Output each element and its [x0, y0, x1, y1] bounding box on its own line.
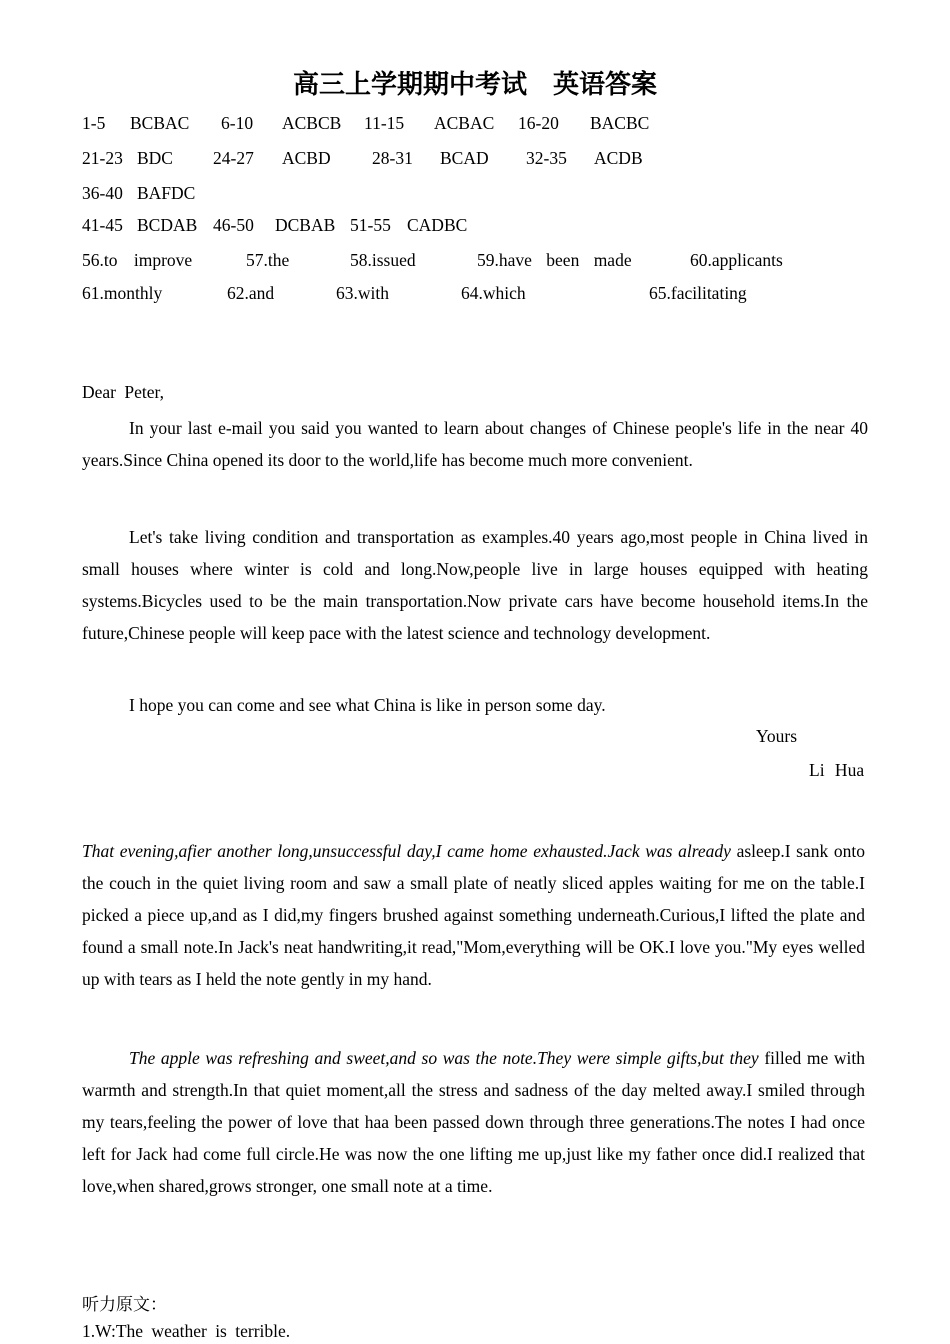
continuation-paragraph-1 — [82, 835, 865, 995]
fill-answer: 65.facilitating — [649, 283, 747, 303]
answer-range: 28-31 — [372, 148, 413, 168]
listening-heading: 听力原文： — [82, 1295, 167, 1315]
letter-salutation: Dear Peter, — [82, 382, 165, 402]
page-title-part2: 英语答案 — [553, 70, 658, 100]
continuation-opening-sentence: That evening,afier another long,unsuccessful day,I came home exhausted.Jack was already — [82, 841, 731, 861]
letter-paragraph-1: In your last e-mail you said you wanted to learn about changes of Chinese people's life in the near 40 years.Since China opened its door to the world,life has become much more convenient. — [82, 418, 868, 470]
answer-key: BACBC — [590, 113, 650, 133]
answer-key: ACBCB — [282, 113, 342, 133]
answer-range: 32-35 — [526, 148, 567, 168]
fill-answer: 63.with — [336, 283, 389, 303]
answer-range: 1-5 — [82, 113, 106, 133]
answer-range: 11-15 — [364, 113, 405, 133]
answer-key: BCDAB — [137, 215, 198, 235]
page-title — [0, 64, 950, 101]
answer-range: 46-50 — [213, 215, 254, 235]
answer-key: ACBAC — [434, 113, 495, 133]
answer-key: BCAD — [440, 148, 489, 168]
answer-range: 6-10 — [221, 113, 254, 133]
answer-range: 51-55 — [350, 215, 391, 235]
listening-line-1: 1.W:The weather is terrible. — [82, 1321, 291, 1341]
answer-range: 36-40 — [82, 183, 123, 203]
answer-range: 16-20 — [518, 113, 559, 133]
answer-range: 24-27 — [213, 148, 254, 168]
answer-key: ACDB — [594, 148, 643, 168]
letter-paragraph-3: I hope you can come and see what China is like in person some day. — [129, 695, 606, 715]
answer-range: 21-23 — [82, 148, 123, 168]
letter-signature: Li Hua — [809, 760, 865, 780]
fill-answer: 61.monthly — [82, 283, 163, 303]
answer-key: BDC — [137, 148, 173, 168]
fill-answer: 64.which — [461, 283, 526, 303]
fill-answer: 58.issued — [350, 250, 416, 270]
fill-answer: 56.to improve — [82, 250, 193, 270]
answer-key: CADBC — [407, 215, 468, 235]
fill-answer: 59.have been made — [477, 250, 632, 270]
answer-range: 41-45 — [82, 215, 123, 235]
answer-key: ACBD — [282, 148, 331, 168]
continuation-body: asleep.I sank onto the couch in the quiet living room and saw a small plate of neatly sliced apples waiting for me on the table.I picked a piece up,and as I did,my fingers brushed against something underneath.Curious,I lifted the plate and found a small note.In Jack's neat handwriting,it read,"Mom,everything will be OK.I love you."My eyes welled up with tears as I held the note gently in my hand. — [82, 841, 866, 989]
continuation-paragraph-2 — [82, 1042, 865, 1202]
continuation-opening-sentence: The apple was refreshing and sweet,and so was the note.They were simple gifts,but they — [129, 1048, 759, 1068]
fill-answer: 60.applicants — [690, 250, 783, 270]
letter-closing: Yours — [756, 726, 798, 746]
fill-answer: 57.the — [246, 250, 290, 270]
answer-key: BAFDC — [137, 183, 196, 203]
answer-key: DCBAB — [275, 215, 336, 235]
letter-paragraph-2: Let's take living condition and transportation as examples.40 years ago,most people in China lived in small houses where winter is cold and long.Now,people live in large houses equipped with heating systems.Bicycles used to be the main transportation.Now private cars have become household items.In the future,Chinese people will keep pace with the latest science and technology development. — [82, 527, 868, 643]
continuation-body: filled me with warmth and strength.In that quiet moment,all the stress and sadness of the day melted away.I smiled through my tears,feeling the power of love that haa been passed down through three generations.The notes I had once left for Jack had come full circle.He was now the one lifting me up,just like my father once did.I realized that love,when shared,grows stronger, one small note at a time. — [82, 1048, 866, 1196]
page-title-part1: 高三上学期期中考试 — [292, 70, 527, 100]
fill-answer: 62.and — [227, 283, 275, 303]
answer-key: BCBAC — [130, 113, 190, 133]
